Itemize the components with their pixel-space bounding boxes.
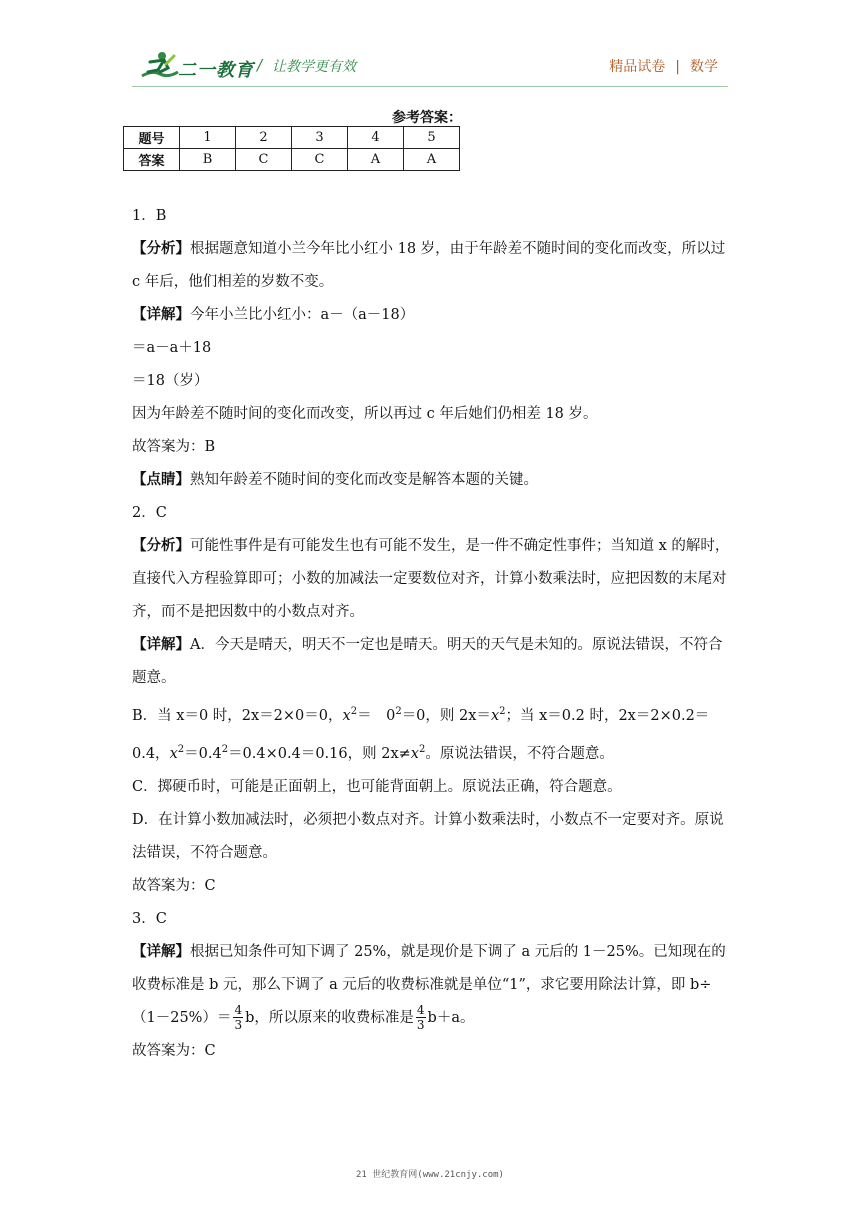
- slogan-divider: /: [257, 56, 263, 74]
- analysis-text: 可能性事件是有可能发生也有可能不发生，是一件不确定性事件；当知道 x 的解时，直接代入方程验算即可；小数的加减法一定要数位对齐，计算小数乘法时，应把因数的末尾对齐，而不是把因数中的小数点对齐。: [132, 538, 730, 620]
- q2-answer: 故答案为：C: [132, 877, 216, 894]
- q3-heading: 3．C: [132, 910, 167, 927]
- q3-detail: [132, 936, 732, 1035]
- table-cell: 2: [236, 127, 292, 149]
- table-cell: C: [236, 149, 292, 171]
- q1-heading: 1．B: [132, 208, 167, 224]
- exponent: 2: [395, 706, 402, 717]
- header-label-quality: 精品试卷: [609, 59, 666, 75]
- q1-analysis: [132, 233, 732, 299]
- answers-title: 参考答案：: [392, 110, 462, 126]
- page-header: [0, 0, 860, 100]
- fraction-denominator: 3: [234, 1018, 243, 1033]
- option-b-text: B．当 x＝0 时，2x＝2×0＝0，: [132, 707, 343, 724]
- solutions: [132, 200, 732, 1068]
- q1-detail: [132, 299, 732, 332]
- option-b-text: ＝0，则 2x＝: [401, 707, 491, 724]
- exponent: 2: [418, 743, 426, 755]
- fraction: [233, 1003, 243, 1032]
- q2-detail-a: [132, 629, 732, 695]
- table-cell: A: [404, 149, 460, 171]
- tip-text: 熟知年龄差不随时间的变化而改变是解答本题的关键。: [190, 472, 538, 488]
- table-cell: B: [180, 149, 236, 171]
- option-b-text: 。原说法错误，不符合题意。: [425, 745, 614, 762]
- exponent: 2: [499, 706, 506, 717]
- q1-step-2: ＝a－a＋18: [132, 340, 212, 356]
- option-a-text: A．今天是晴天，明天不一定也是晴天。明天的天气是未知的。原说法错误，不符合题意。: [132, 637, 723, 686]
- q1-step-3: ＝18（岁）: [132, 373, 209, 389]
- math-var: x: [342, 707, 351, 724]
- detail-text: b＋a。: [427, 1009, 475, 1026]
- table-row: [124, 149, 460, 171]
- option-b-text: ＝0.4×0.4＝0.16，则 2x≠: [228, 745, 411, 762]
- detail-tag: 【详解】: [132, 637, 190, 653]
- option-b-text: ；当 x＝0.2 时，2x＝2×0.2＝0.4，: [132, 707, 710, 762]
- table-cell: C: [292, 149, 348, 171]
- answer-table: [123, 126, 460, 171]
- q1-tip: [132, 464, 732, 497]
- exponent: 2: [177, 743, 185, 755]
- page-footer: 21 世纪教育网(www.21cnjy.com): [356, 1170, 504, 1180]
- math-var: x: [169, 745, 178, 762]
- detail-text: 根据已知条件可知下调了 25%，就是现价是下调了 a 元后的 1－25%。已知现在的收费标准是 b 元，那么下调了 a 元后的收费标准就是单位“1”，求它要用除法计算，即 b÷（1－25%）＝: [132, 943, 726, 1026]
- detail-text: 今年小兰比小红小：a－（a－18）: [190, 307, 415, 323]
- detail-text: b，所以原来的收费标准是: [245, 1009, 414, 1026]
- q2-option-c: C．掷硬币时，可能是正面朝上，也可能背面朝上。原说法正确，符合题意。: [132, 778, 622, 795]
- table-row: [124, 127, 460, 149]
- math-var: x: [490, 707, 500, 724]
- analysis-tag: 【分析】: [132, 538, 190, 554]
- q2-option-d: D．在计算小数加减法时，必须把小数点对齐。计算小数乘法时，小数点不一定要对齐。原说法错误，不符合题意。: [132, 811, 724, 861]
- q2-option-b: [132, 695, 732, 771]
- q1-answer: 故答案为：B: [132, 439, 216, 455]
- table-cell: 1: [180, 127, 236, 149]
- exponent: 2: [221, 743, 229, 755]
- row-label-number: 题号: [124, 127, 180, 149]
- analysis-text: 根据题意知道小兰今年比小红小 18 岁，由于年龄差不随时间的变化而改变，所以过 c 年后，他们相差的岁数不变。: [132, 241, 726, 290]
- fraction-numerator: 4: [416, 1003, 425, 1018]
- header-separator: |: [675, 59, 680, 75]
- detail-tag: 【详解】: [132, 943, 190, 960]
- detail-tag: 【详解】: [132, 307, 190, 323]
- table-cell: 5: [404, 127, 460, 149]
- fraction: [416, 1003, 426, 1032]
- brand-name: 二一教育: [178, 60, 254, 81]
- tip-tag: 【点睛】: [132, 472, 190, 488]
- table-cell: 4: [348, 127, 404, 149]
- row-label-answer: 答案: [124, 149, 180, 171]
- analysis-tag: 【分析】: [132, 241, 190, 257]
- table-cell: A: [348, 149, 404, 171]
- fraction-denominator: 3: [416, 1018, 425, 1033]
- header-label-subject: 数学: [690, 59, 718, 75]
- option-b-text: ＝0.4: [184, 745, 222, 762]
- math-var: x: [410, 745, 419, 762]
- q1-conclusion: 因为年龄差不随时间的变化而改变，所以再过 c 年后她们仍相差 18 岁。: [132, 406, 598, 422]
- header-divider: [132, 86, 728, 87]
- exponent: 2: [350, 706, 358, 717]
- q2-heading: 2．C: [132, 505, 167, 521]
- table-cell: 3: [292, 127, 348, 149]
- q2-analysis: [132, 530, 732, 629]
- q3-answer: 故答案为：C: [132, 1042, 216, 1059]
- fraction-numerator: 4: [234, 1003, 243, 1018]
- option-b-text: ＝ 0: [357, 707, 396, 724]
- slogan: 让教学更有效: [272, 59, 356, 75]
- header-category: [609, 56, 718, 76]
